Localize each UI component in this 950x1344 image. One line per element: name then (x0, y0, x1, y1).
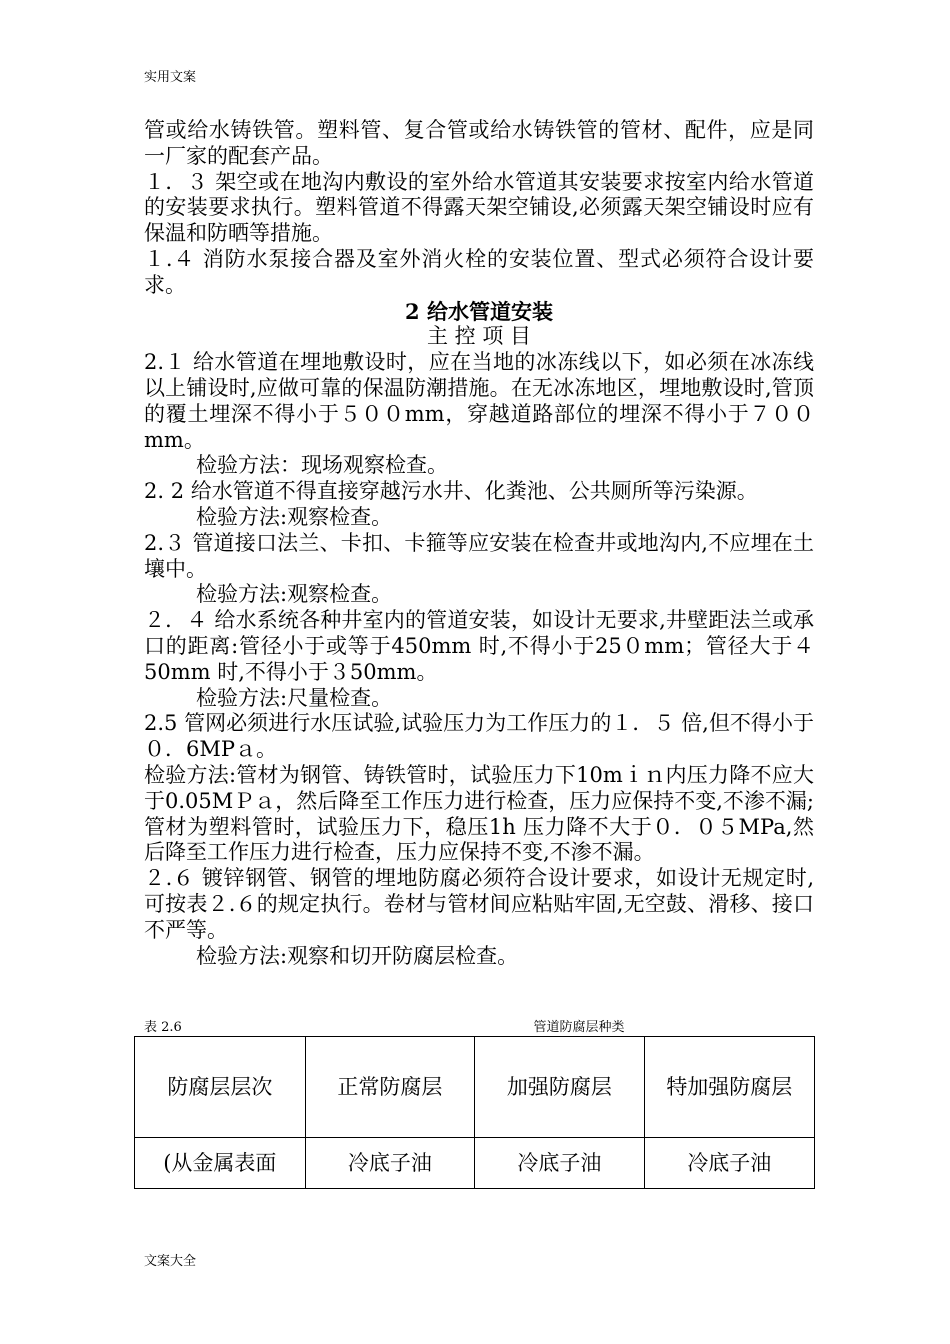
inspection-method: 检验方法:尺量检查。 (196, 685, 393, 710)
table-number: 表 2.6 (144, 1020, 182, 1035)
paragraph: ２．４ 给水系统各种井室内的管道安装，如设计无要求,井壁距法兰或承口的距离:管径小于或等于450mm 时,不得小于25０mm；管径大于４50mm 时,不得小于３50mm。 (144, 608, 814, 684)
paragraph: ２.６ 镀锌钢管、钢管的埋地防腐必须符合设计要求，如设计无规定时,可按表２.６的规定执行。卷材与管材间应粘贴牢固,无空鼓、滑移、接口不严等。 (144, 866, 814, 942)
table-caption (144, 1016, 814, 1034)
paragraph: 管或给水铸铁管。塑料管、复合管或给水铸铁管的管材、配件，应是同一厂家的配套产品。 (144, 118, 814, 168)
section-title: 2 给水管道安装 (405, 298, 553, 324)
inspection-method: 检验方法:观察检查。 (196, 582, 393, 607)
page-header: 实用文案 (144, 70, 197, 85)
paragraph: 2. 2 给水管道不得直接穿越污水井、化粪池、公共厕所等污染源。 (144, 479, 758, 504)
inspection-method: 检验方法:观察检查。 (196, 504, 393, 529)
table-title: 管道防腐层种类 (533, 1020, 625, 1035)
subsection-title: 主 控 项 目 (426, 324, 532, 349)
paragraph: １．３ 架空或在地沟内敷设的室外给水管道其安装要求按室内给水管道的安装要求执行。塑料管道不得露天架空铺设,必须露天架空铺设时应有保温和防晒等措施。 (144, 169, 814, 246)
paragraph: 2.5 管网必须进行水压试验,试验压力为工作压力的１．５ 倍,但不得小于０．6MPａ。 (144, 711, 814, 762)
inspection-method: 检验方法：现场观察检查。 (196, 453, 448, 478)
table-cell: 冷底子油 (305, 1138, 474, 1189)
paragraph: １.４ 消防水泵接合器及室外消火栓的安装位置、型式必须符合设计要求。 (144, 246, 814, 297)
table-header-cell: 正常防腐层 (305, 1037, 474, 1138)
paragraph: 2.１ 给水管道在埋地敷设时，应在当地的冰冻线以下，如必须在冰冻线以上铺设时,应做可靠的保温防潮措施。在无冰冻地区，埋地敷设时,管顶的覆土埋深不得小于５００mm，穿越道路部位的埋深不得小于７００mm。 (144, 350, 814, 452)
inspection-method: 检验方法:观察和切开防腐层检查。 (196, 943, 519, 968)
table-cell: 冷底子油 (475, 1138, 644, 1189)
body-text (144, 118, 814, 969)
table-cell: (从金属表面 (135, 1138, 306, 1189)
table-header-cell: 防腐层层次 (135, 1037, 306, 1138)
table-row (135, 1138, 815, 1189)
table-header-row (135, 1037, 815, 1138)
page-footer: 文案大全 (144, 1254, 197, 1269)
table-cell: 冷底子油 (644, 1138, 814, 1189)
table-header-cell: 加强防腐层 (475, 1037, 644, 1138)
table-header-cell: 特加强防腐层 (644, 1037, 814, 1138)
paragraph: 2.３ 管道接口法兰、卡扣、卡箍等应安装在检查井或地沟内,不应埋在土壤中。 (144, 530, 814, 581)
anticorrosion-table (134, 1036, 815, 1189)
paragraph: 检验方法:管材为钢管、铸铁管时，试验压力下10mｉｎ内压力降不应大于0.05MＰａ，然后降至工作压力进行检查，压力应保持不变,不渗不漏;管材为塑料管时，试验压力下，稳压1h 压力降不大于０．０５MPa,然后降至工作压力进行检查，压力应保持不变,不渗不漏。 (144, 762, 815, 865)
